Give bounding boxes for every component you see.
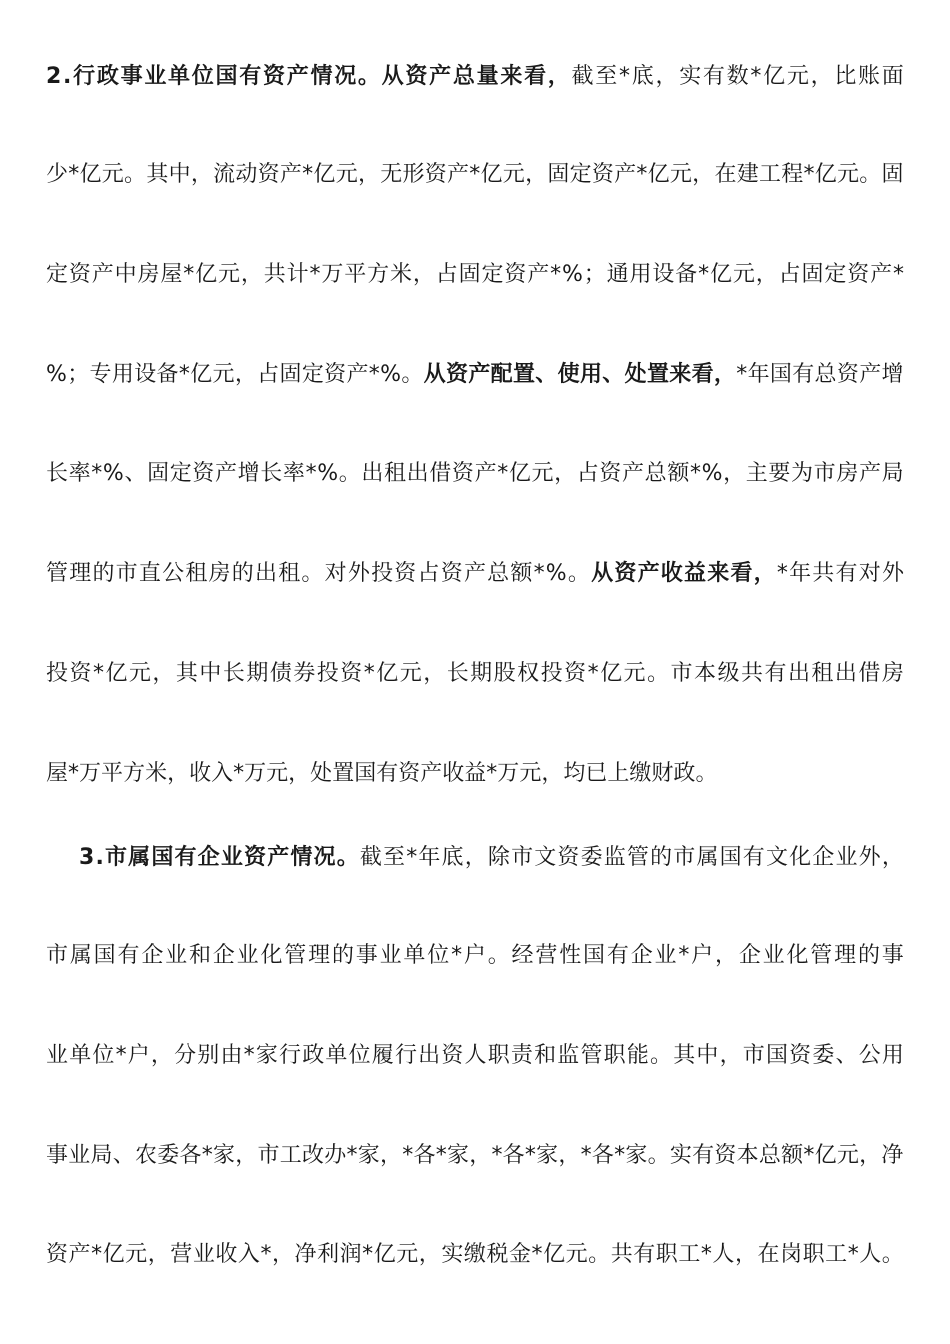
text-line: 资 产 * 亿 元 ， 营 业 收 入 * ， 净 利 润 * 亿 元 ， 实 缴 税 金 * 亿 元 。 共 有 职 工 * 人 ， 在 岗 职 工 * 人 。 xyxy=(46,1242,904,1267)
text-line: 管 理 的 市 直 公 租 房 的 出 租 。 对 外 投 资 占 资 产 总 额 * % 。 从 资 产 收 益 来 看 ， * 年 共 有 对 外 xyxy=(46,561,904,586)
text-line: 3 . 市 属 国 有 企 业 资 产 情 况 。 截 至 * 年 底 ， 除 市 文 资 委 监 管 的 市 属 国 有 文 化 企 业 外 ， xyxy=(79,845,904,870)
text-line: 市 属 国 有 企 业 和 企 业 化 管 理 的 事 业 单 位 * 户 。 经 营 性 国 有 企 业 * 户 ， 企 业 化 管 理 的 事 xyxy=(46,943,904,968)
text-line: % ； 专 用 设 备 * 亿 元 ， 占 固 定 资 产 * % 。 从 资 产 配 置 、 使 用 、 处 置 来 看 ， * 年 国 有 总 资 产 增 xyxy=(46,362,904,387)
text-line: 投 资 * 亿 元 ， 其 中 长 期 债 券 投 资 * 亿 元 ， 长 期 股 权 投 资 * 亿 元 。 市 本 级 共 有 出 租 出 借 房 xyxy=(46,661,904,686)
text-line: 2 . 行 政 事 业 单 位 国 有 资 产 情 况 。 从 资 产 总 量 来 看 ， 截 至 * 底 ， 实 有 数 * 亿 元 ， 比 账 面 xyxy=(46,64,904,89)
text-line: 定 资 产 中 房 屋 * 亿 元 ， 共 计 * 万 平 方 米 ， 占 固 定 资 产 * % ； 通 用 设 备 * 亿 元 ， 占 固 定 资 产 * xyxy=(46,262,904,287)
text-line: 长 率 * % 、 固 定 资 产 增 长 率 * % 。 出 租 出 借 资 产 * 亿 元 ， 占 资 产 总 额 * % ， 主 要 为 市 房 产 局 xyxy=(46,461,904,486)
text-line: 少 * 亿 元 。 其 中 ， 流 动 资 产 * 亿 元 ， 无 形 资 产 * 亿 元 ， 固 定 资 产 * 亿 元 ， 在 建 工 程 * 亿 元 。 固 xyxy=(46,162,904,187)
text-line: 业 单 位 * 户 ， 分 别 由 * 家 行 政 单 位 履 行 出 资 人 职 责 和 监 管 职 能 。 其 中 ， 市 国 资 委 、 公 用 xyxy=(46,1043,904,1068)
text-line: 屋 * 万 平 方 米 ， 收 入 * 万 元 ， 处 置 国 有 资 产 收 益 * 万 元 ， 均 已 上 缴 财 政 。 xyxy=(46,761,718,786)
text-line: 事 业 局 、 农 委 各 * 家 ， 市 工 改 办 * 家 ， * 各 * 家 ， * 各 * 家 ， * 各 * 家 。 实 有 资 本 总 额 * 亿 元 ， 净 xyxy=(46,1143,904,1168)
